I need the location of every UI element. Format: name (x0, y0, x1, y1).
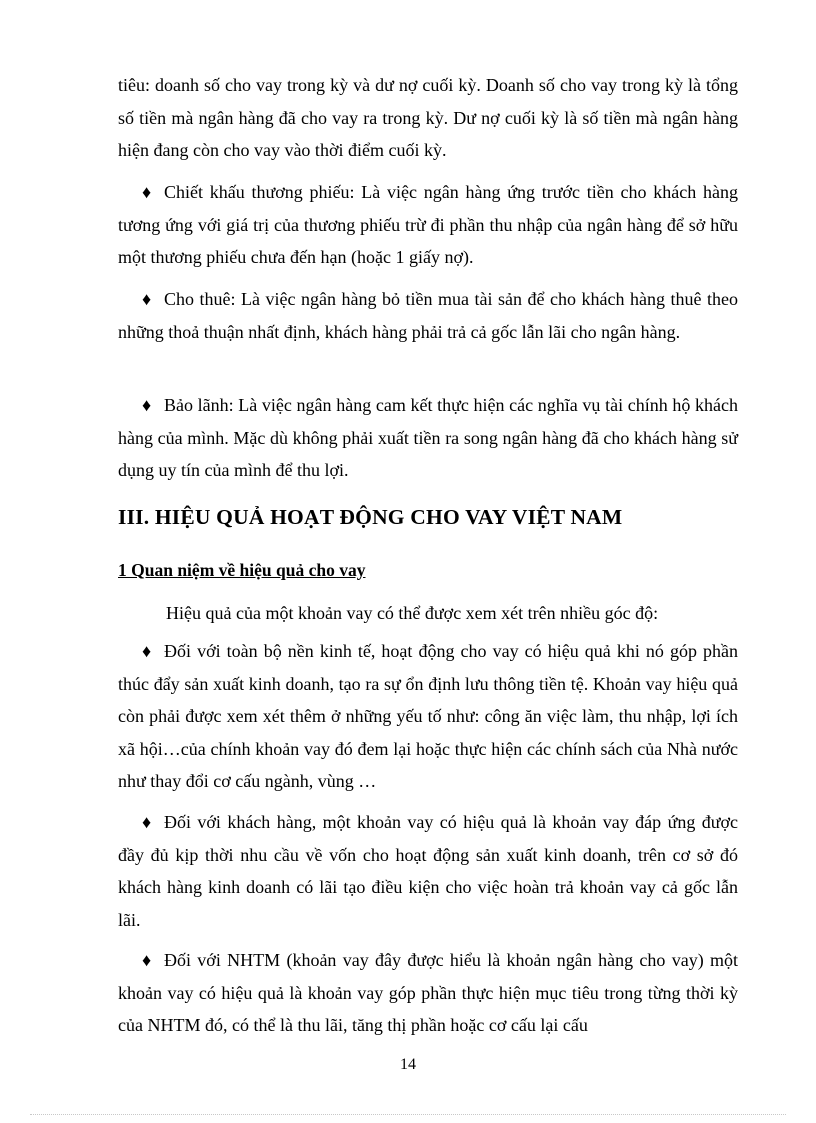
paragraph-leasing (118, 283, 738, 348)
paragraph-text: Bảo lãnh: Là việc ngân hàng cam kết thực hiện các nghĩa vụ tài chính hộ khách hàng của mình. Mặc dù không phải xuất tiền ra song ngân hàng đã cho khách hàng sử dụng uy tín của mình để thu lợi. (118, 395, 738, 480)
subsection-heading: 1 Quan niệm về hiệu quả cho vay (118, 560, 366, 580)
paragraph-bank (118, 944, 738, 1042)
paragraph-text: Đối với toàn bộ nền kinh tế, hoạt động cho vay có hiệu quả khi nó góp phần thúc đẩy sản xuất kinh doanh, tạo ra sự ổn định lưu thông tiền tệ. Khoản vay hiệu quả còn phải được xem xét thêm ở những yếu tố như: công ăn việc làm, thu nhập, lợi ích xã hội…của chính khoản vay đó đem lại hoặc thực hiện các chính sách của Nhà nước như thay đổi cơ cấu ngành, vùng … (118, 641, 738, 791)
paragraph-customer (118, 806, 738, 936)
paragraph-guarantee (118, 389, 738, 487)
diamond-bullet-icon: ♦ (142, 812, 152, 832)
paragraph-text: Chiết khấu thương phiếu: Là việc ngân hàng ứng trước tiền cho khách hàng tương ứng với giá trị của thương phiếu trừ đi phần thu nhập của ngân hàng để sở hữu một thương phiếu chưa đến hạn (hoặc 1 giấy nợ). (118, 182, 738, 267)
paragraph-discount-bills (118, 176, 738, 274)
paragraph-loan-turnover (118, 69, 738, 167)
diamond-bullet-icon: ♦ (142, 182, 152, 202)
section-heading: III. HIỆU QUẢ HOẠT ĐỘNG CHO VAY VIỆT NAM (118, 505, 623, 529)
diamond-bullet-icon: ♦ (142, 289, 152, 309)
diamond-bullet-icon: ♦ (142, 395, 152, 415)
footer-divider (30, 1114, 786, 1115)
diamond-bullet-icon: ♦ (142, 950, 152, 970)
diamond-bullet-icon: ♦ (142, 641, 152, 661)
paragraph-text: Đối với NHTM (khoản vay đây được hiểu là khoản ngân hàng cho vay) một khoản vay có hiệu quả là khoản vay góp phần thực hiện mục tiêu trong từng thời kỳ của NHTM đó, có thể là thu lãi, tăng thị phần hoặc cơ cấu lại cấu (118, 950, 738, 1035)
paragraph-text: tiêu: doanh số cho vay trong kỳ và dư nợ cuối kỳ. Doanh số cho vay trong kỳ là tổng số tiền mà ngân hàng đã cho vay ra trong kỳ. Dư nợ cuối kỳ là số tiền mà ngân hàng hiện đang còn cho vay vào thời điểm cuối kỳ. (118, 75, 738, 160)
paragraph-economy (118, 635, 738, 798)
paragraph-text: Cho thuê: Là việc ngân hàng bỏ tiền mua tài sản để cho khách hàng thuê theo những thoả thuận nhất định, khách hàng phải trả cả gốc lẫn lãi cho ngân hàng. (118, 289, 738, 342)
intro-sentence: Hiệu quả của một khoản vay có thể được xem xét trên nhiều góc độ: (166, 603, 659, 623)
paragraph-text: Đối với khách hàng, một khoản vay có hiệu quả là khoản vay đáp ứng được đầy đủ kịp thời nhu cầu về vốn cho hoạt động sản xuất kinh doanh, trên cơ sở đó khách hàng kinh doanh có lãi tạo điều kiện cho việc hoàn trả khoản vay cả gốc lẫn lãi. (118, 812, 738, 930)
page-number: 14 (400, 1056, 416, 1073)
